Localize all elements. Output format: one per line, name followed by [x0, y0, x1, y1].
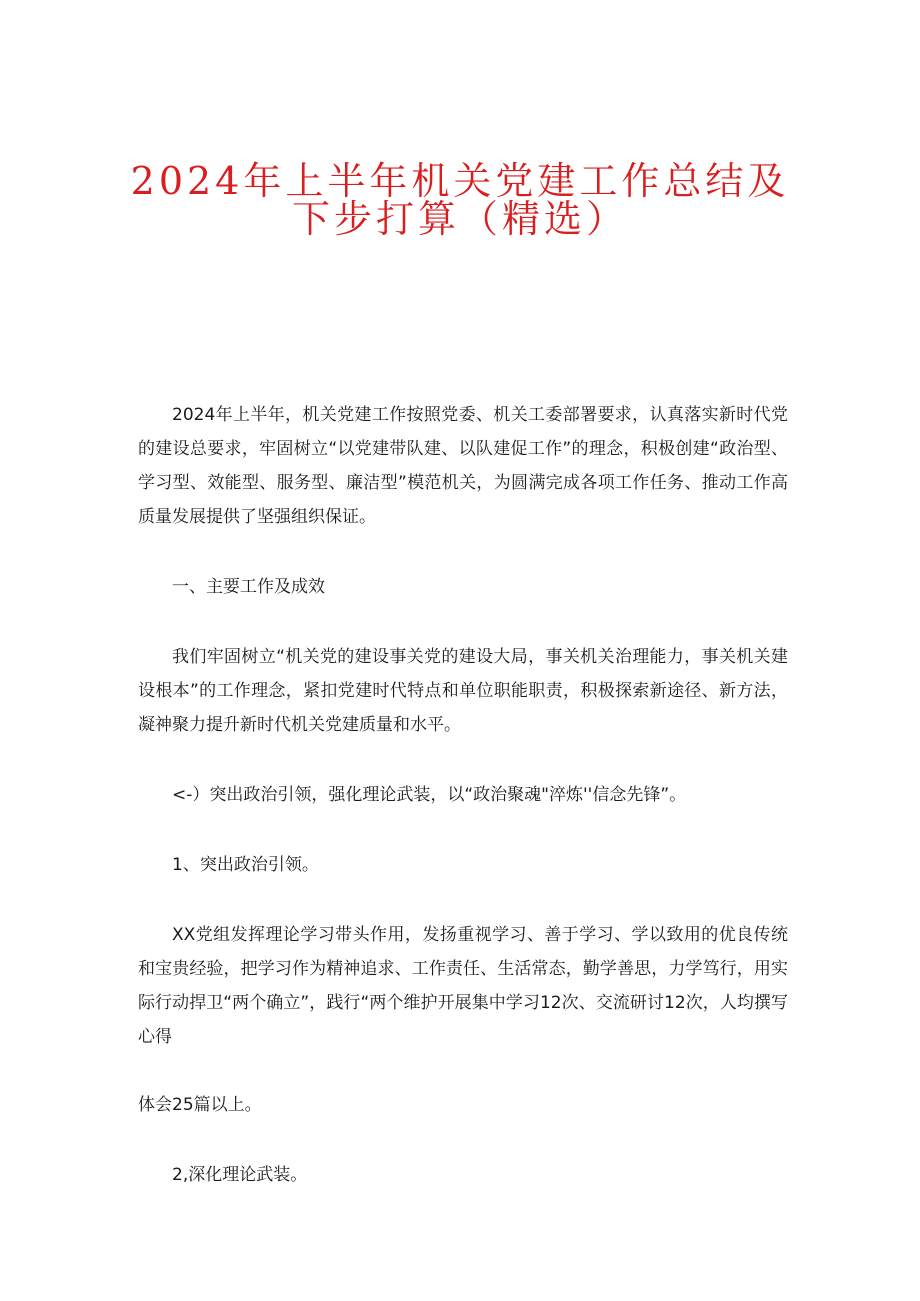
- section-heading-main-work: 一、主要工作及成效: [172, 577, 325, 597]
- subsection-heading-political: <-）突出政治引领，强化理论武装，以“政治聚魂"淬炼''信念先锋”。: [172, 785, 687, 805]
- title-line-2: 下步打算（精选）: [291, 197, 628, 241]
- section-body-main-work: 我们牢固树立“机关党的建设事关党的建设大局，事关机关治理能力，事关机关建设根本”的工作理念，紧扣党建时代特点和单位职能职责，积极探索新途径、新方法，凝神聚力提升新时代机关党建质量和水平。: [138, 647, 788, 735]
- item-heading-1: 1、突出政治引领。: [172, 855, 319, 875]
- item-body-1-continued: 体会25篇以上。: [138, 1095, 262, 1115]
- item-heading-2: 2,深化理论武装。: [172, 1165, 308, 1185]
- document-title: [0, 0, 920, 260]
- title-line-1: 2024年上半年机关党建工作总结及: [130, 159, 790, 203]
- intro-paragraph: 2024年上半年，机关党建工作按照党委、机关工委部署要求，认真落实新时代党的建设总要求，牢固树立“以党建带队建、以队建促工作”的理念，积极创建“政治型、学习型、效能型、服务型、廉洁型”模范机关，为圆满完成各项工作任务、推动工作高质量发展提供了坚强组织保证。: [138, 405, 788, 527]
- item-body-1: XX党组发挥理论学习带头作用，发扬重视学习、善于学习、学以致用的优良传统和宝贵经验，把学习作为精神追求、工作责任、生活常态，勤学善思，力学笃行，用实际行动捍卫“两个确立”，践行“两个维护开展集中学习12次、交流研讨12次，人均撰写心得: [138, 925, 788, 1047]
